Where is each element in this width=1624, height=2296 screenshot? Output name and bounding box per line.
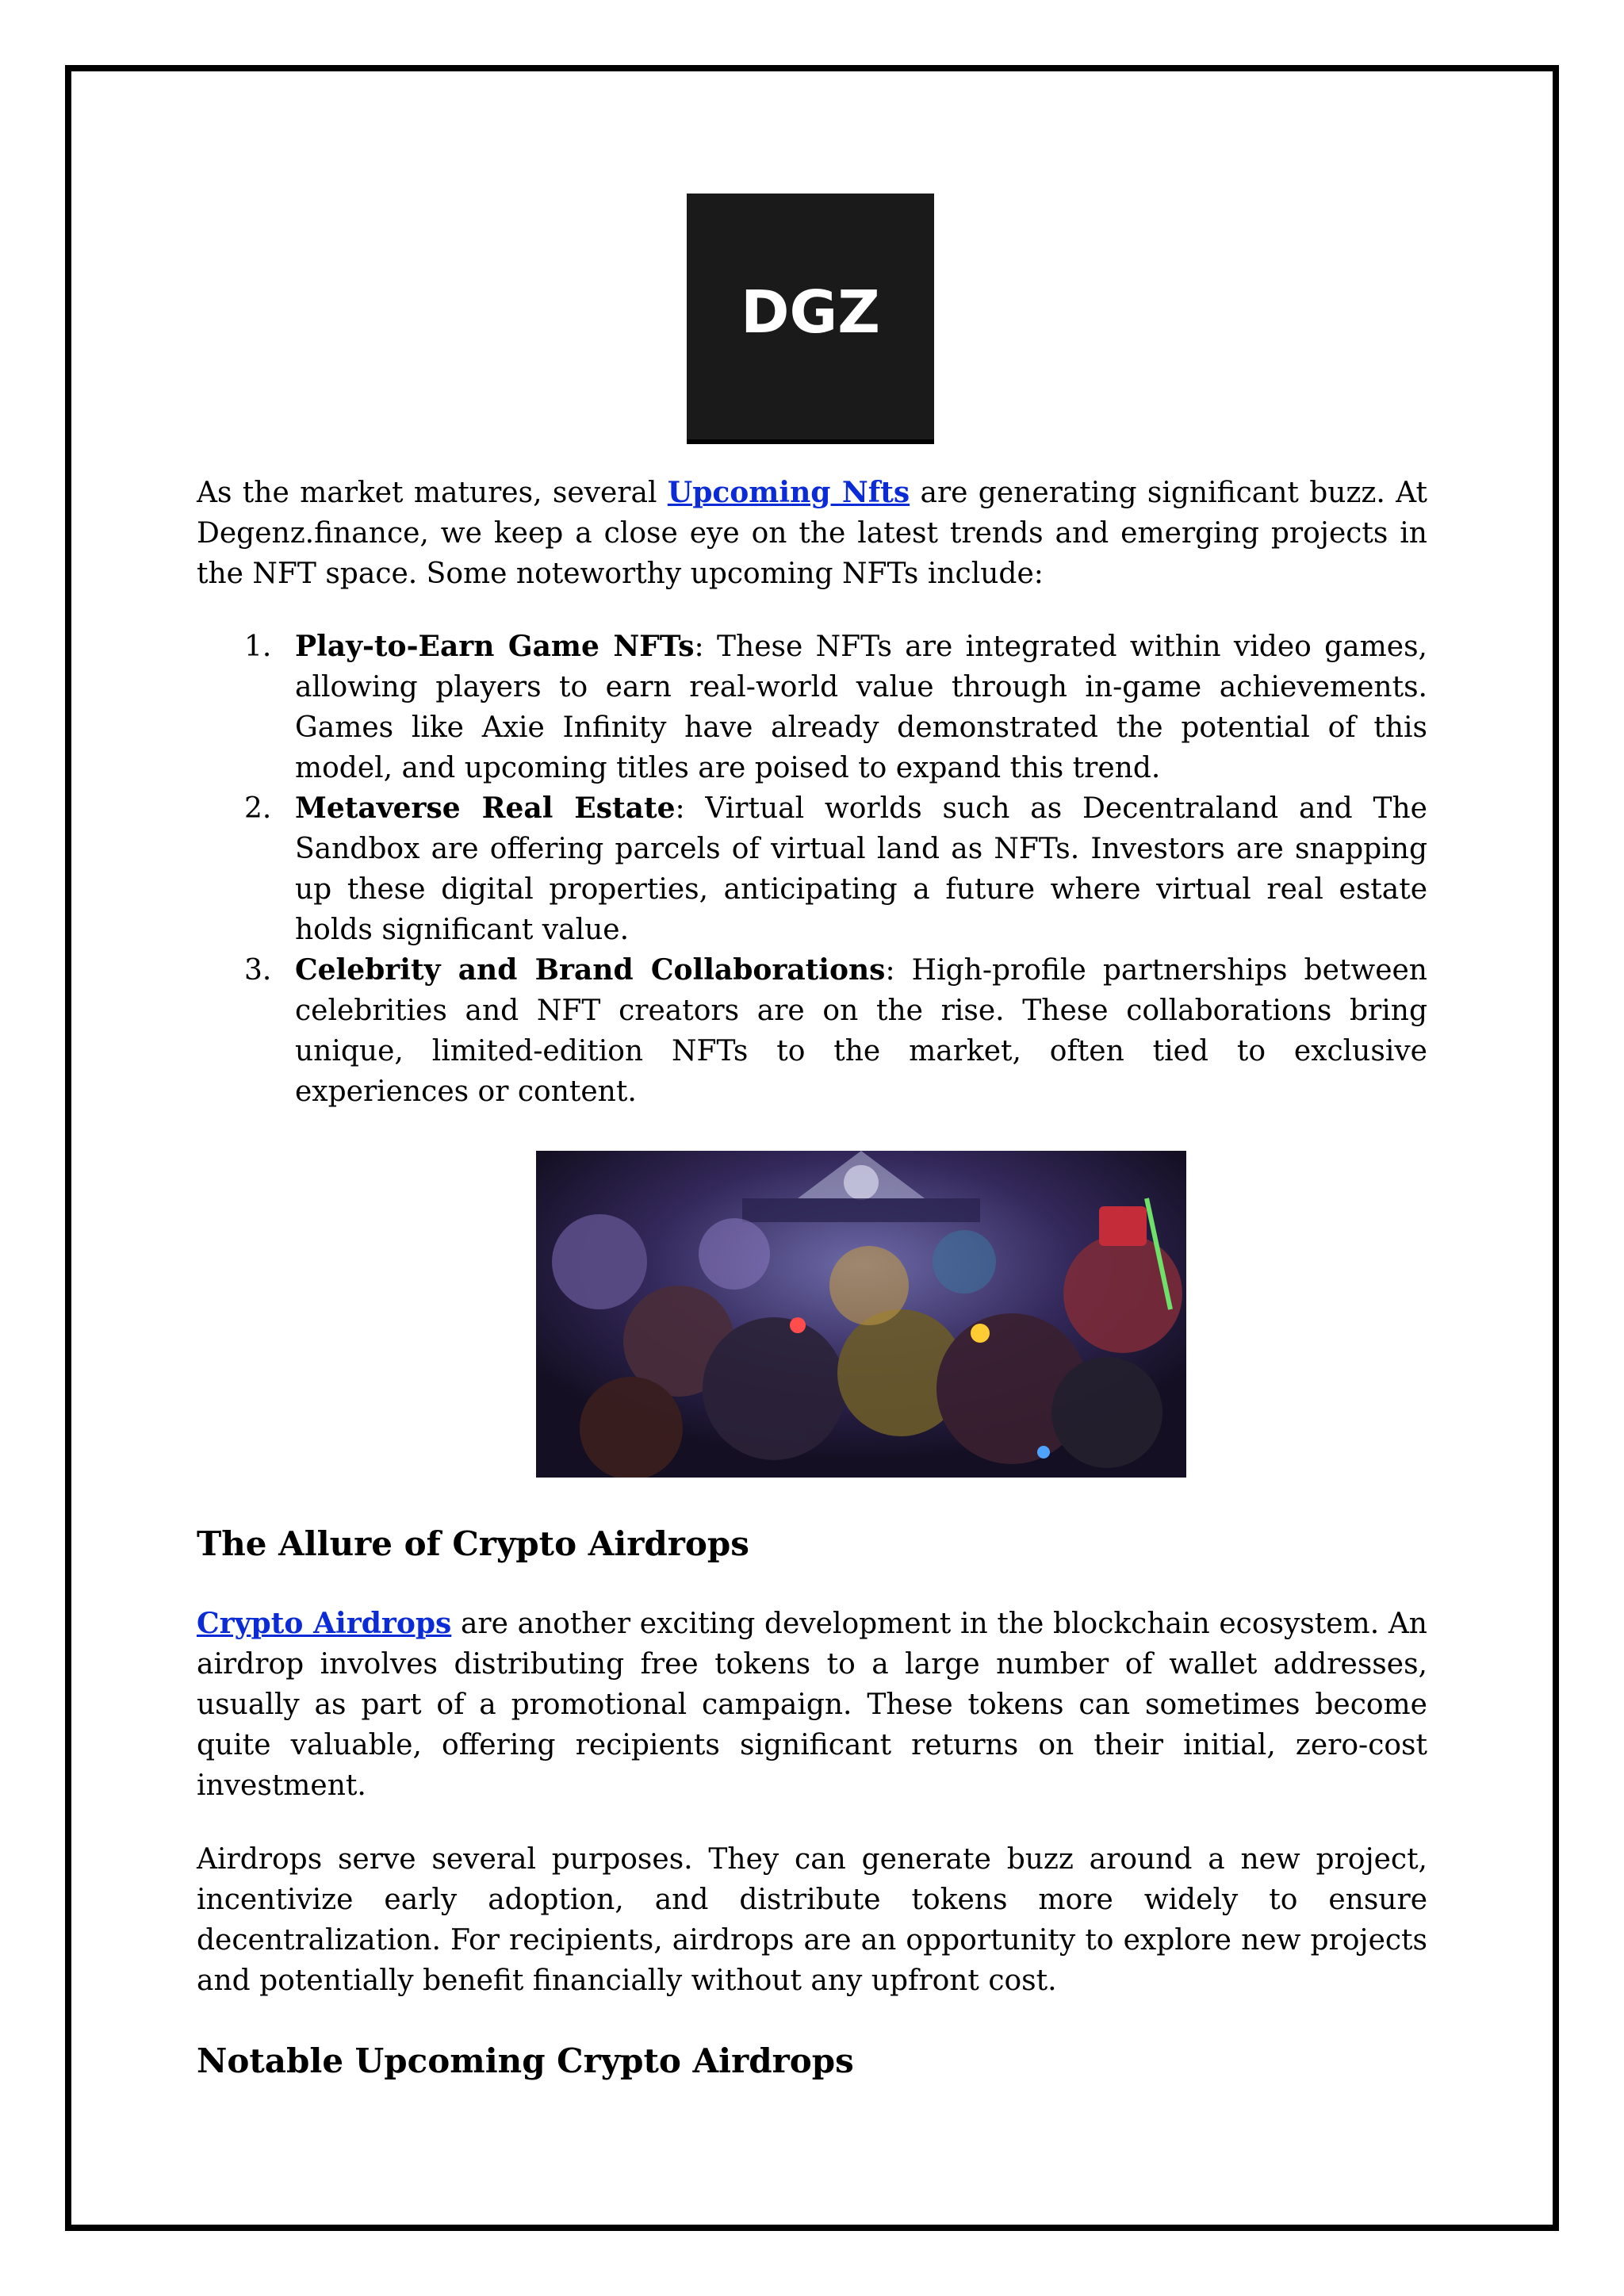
nft-collage-image: [536, 1151, 1186, 1478]
section-heading-allure: The Allure of Crypto Airdrops: [197, 1524, 749, 1563]
list-item-text: : Virtual worlds such as Decentraland and The Sandbox are offering parcels of virtual land as NFTs. Investors are snapping up these digital properties, anticipating a future where virtual real estate holds significant value.: [295, 792, 1427, 946]
nft-collage-illustration: [536, 1151, 1186, 1478]
list-item: [197, 950, 1427, 1112]
list-item-text: : High-profile partnerships between celebrities and NFT creators are on the rise. These collaborations bring unique, limited-edition NFTs to the market, often tied to exclusive experiences or content.: [295, 954, 1427, 1108]
upcoming-nfts-link[interactable]: Upcoming Nfts: [667, 476, 910, 509]
list-item-number: 1.: [244, 631, 272, 663]
dgz-logo-mark: [731, 277, 890, 356]
list-item: [197, 788, 1427, 950]
dgz-logo: [687, 194, 934, 444]
list-item-title: Celebrity and Brand Collaborations: [295, 953, 886, 987]
upcoming-nfts-list: [197, 627, 1427, 1112]
section-heading-notable: Notable Upcoming Crypto Airdrops: [197, 2041, 854, 2080]
list-item: [197, 627, 1427, 788]
list-item-title: Play-to-Earn Game NFTs: [295, 630, 695, 663]
list-item-title: Metaverse Real Estate: [295, 792, 676, 825]
list-item-number: 3.: [244, 954, 272, 987]
intro-text-end: are generating significant buzz. At Degenz.finance, we keep a close eye on the latest trends and emerging projects in the NFT space. Some noteworthy upcoming NFTs include:: [197, 477, 1427, 590]
intro-text-start: As the market matures, several: [197, 477, 668, 509]
list-item-number: 2.: [244, 792, 272, 825]
intro-paragraph: [197, 473, 1427, 594]
crypto-airdrops-link[interactable]: Crypto Airdrops: [197, 1607, 452, 1640]
airdrops-paragraph-1-text: are another exciting development in the blockchain ecosystem. An airdrop involves distributing free tokens to a large number of wallet addresses, usually as part of a promotional campaign. These tokens can sometimes become quite valuable, offering recipients significant returns on their initial, zero-cost investment.: [197, 1608, 1427, 1802]
airdrops-paragraph-2: Airdrops serve several purposes. They can generate buzz around a new project, incentivize early adoption, and distribute tokens more widely to ensure decentralization. For recipients, airdrops are an opportunity to explore new projects and potentially benefit financially without any upfront cost.: [197, 1843, 1427, 1997]
list-item-text: : These NFTs are integrated within video games, allowing players to earn real-world value through in-game achievements. Games like Axie Infinity have already demonstrated the potential of this model, and upcoming titles are poised to expand this trend.: [295, 631, 1427, 784]
airdrops-paragraph-1: [197, 1604, 1427, 1806]
dgz-logo-text: DGZ: [741, 278, 880, 347]
